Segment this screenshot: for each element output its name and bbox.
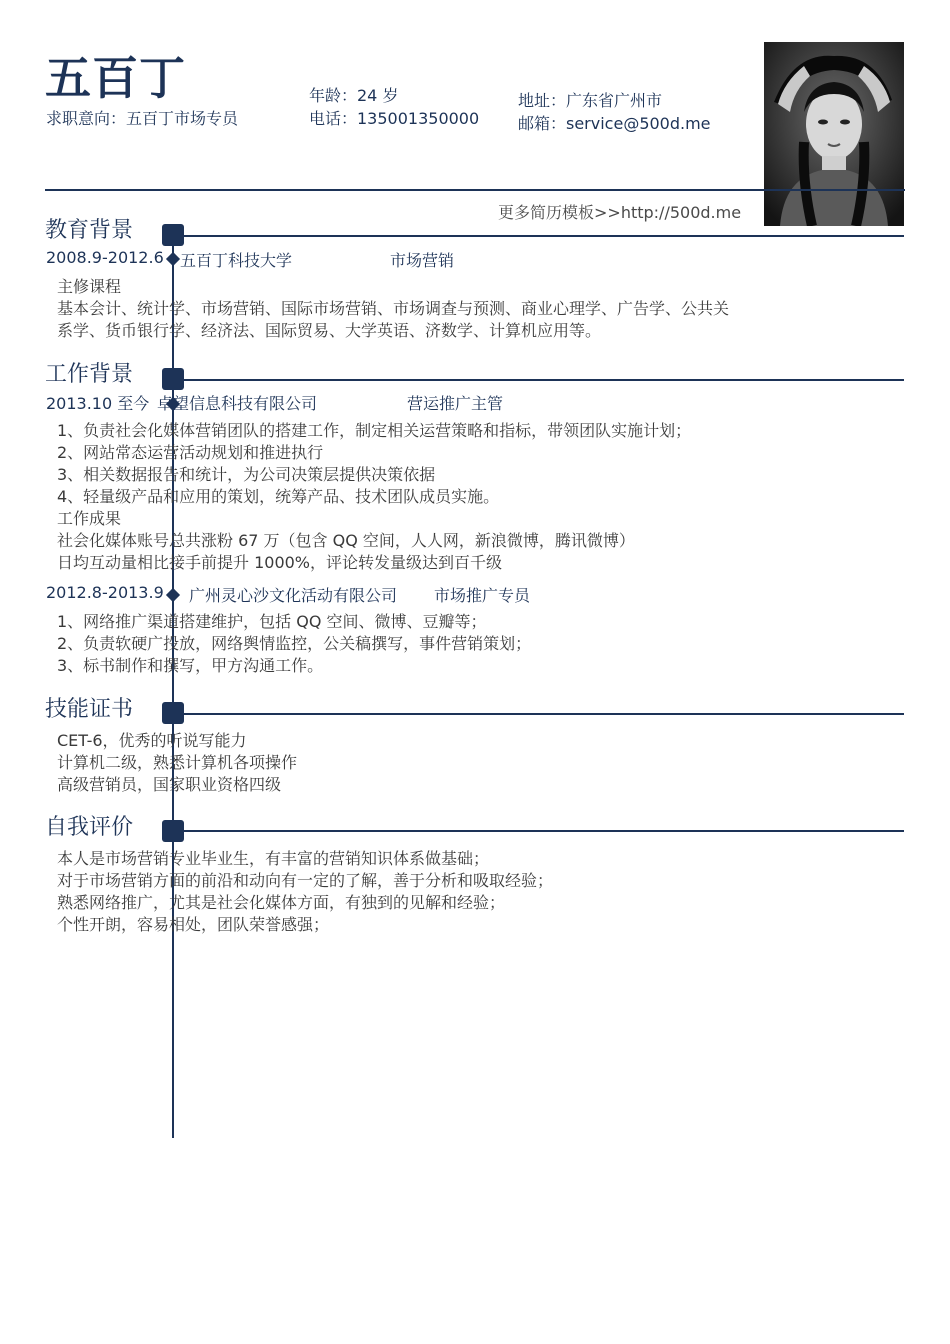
skills-rule: [184, 713, 904, 715]
job-2-period: 2012.8-2013.9: [46, 583, 164, 602]
education-diamond: [166, 252, 180, 266]
education-line: 基本会计、统计学、市场营销、国际市场营销、市场调查与预测、商业心理学、广告学、公共关: [57, 299, 730, 318]
education-school: 五百丁科技大学: [180, 251, 293, 270]
job-1-line: 社会化媒体账号总共涨粉 67 万（包含 QQ 空间，人人网，新浪微博，腾讯微博）: [57, 531, 635, 550]
age-text: 年龄：24 岁: [309, 86, 399, 105]
more-templates-link[interactable]: 更多简历模板>>http://500d.me: [498, 203, 742, 222]
job-1-details: [57, 420, 691, 574]
job-2-details: [57, 611, 531, 677]
job-1-line: 1、负责社会化媒体营销团队的搭建工作，制定相关运营策略和指标，带领团队实施计划；: [57, 421, 692, 440]
job-2-line: 1、网络推广渠道搭建维护，包括 QQ 空间、微博、豆瓣等；: [57, 612, 487, 631]
job-1-line: 2、网站常态运营活动规划和推进执行: [57, 443, 324, 462]
email-text: 邮箱：service@500d.me: [518, 114, 711, 133]
self-eval-marker: [162, 820, 184, 842]
education-line: 主修课程: [57, 277, 122, 296]
education-title: 教育背景: [45, 218, 134, 243]
skills-title: 技能证书: [45, 697, 134, 722]
work-marker: [162, 368, 184, 390]
self-eval-line: 个性开朗，容易相处，团队荣誉感强；: [57, 915, 330, 934]
job-1-line: 3、相关数据报告和统计，为公司决策层提供决策依据: [57, 465, 436, 484]
self-eval-line: 对于市场营销方面的前沿和动向有一定的了解，善于分析和吸取经验；: [57, 871, 554, 890]
address-text: 地址：广东省广州市: [518, 91, 663, 110]
self-eval-details: [57, 848, 553, 936]
personal-info-col2: [518, 89, 711, 135]
job-1-company: 卓望信息科技有限公司: [157, 394, 318, 413]
job-1-position: 营运推广主管: [407, 394, 504, 413]
skill-line: 高级营销员，国家职业资格四级: [57, 775, 282, 794]
education-major: 市场营销: [390, 251, 455, 270]
self-eval-line: 本人是市场营销专业毕业生，有丰富的营销知识体系做基础；: [57, 849, 490, 868]
job-2-company: 广州灵心沙文化活动有限公司: [189, 586, 398, 605]
job-intent: 求职意向：五百丁市场专员: [46, 109, 239, 128]
education-line: 系学、货币银行学、经济法、国际贸易、大学英语、济数学、计算机应用等。: [57, 321, 602, 340]
job-2-diamond: [166, 588, 180, 602]
education-rule: [184, 235, 904, 237]
timeline-line: [172, 228, 174, 1138]
self-eval-title: 自我评价: [45, 815, 134, 840]
personal-info-col1: [309, 84, 479, 130]
header-divider: [45, 189, 905, 191]
phone-text: 电话：135001350000: [309, 109, 480, 128]
education-details: [57, 276, 729, 342]
candidate-name: 五百丁: [45, 51, 186, 105]
job-2-position: 市场推广专员: [434, 586, 531, 605]
job-2-line: 3、标书制作和撰写，甲方沟通工作。: [57, 656, 324, 675]
skill-line: 计算机二级，熟悉计算机各项操作: [57, 753, 298, 772]
work-rule: [184, 379, 904, 381]
job-1-line: 工作成果: [57, 509, 122, 528]
education-marker: [162, 224, 184, 246]
self-eval-line: 熟悉网络推广，尤其是社会化媒体方面，有独到的见解和经验；: [57, 893, 506, 912]
skill-line: CET-6，优秀的听说写能力: [57, 731, 247, 750]
profile-photo: [764, 42, 904, 226]
skills-details: [57, 730, 297, 796]
job-1-line: 4、轻量级产品和应用的策划，统筹产品、技术团队成员实施。: [57, 487, 500, 506]
self-eval-rule: [184, 830, 904, 832]
job-1-line: 日均互动量相比接手前提升 1000%，评论转发量级达到百千级: [57, 553, 503, 572]
education-period: 2008.9-2012.6: [46, 248, 164, 267]
work-title: 工作背景: [45, 362, 134, 387]
job-2-line: 2、负责软硬广投放，网络舆情监控，公关稿撰写，事件营销策划；: [57, 634, 532, 653]
skills-marker: [162, 702, 184, 724]
job-1-period: 2013.10 至今: [46, 394, 150, 413]
portrait-image: [764, 42, 904, 226]
